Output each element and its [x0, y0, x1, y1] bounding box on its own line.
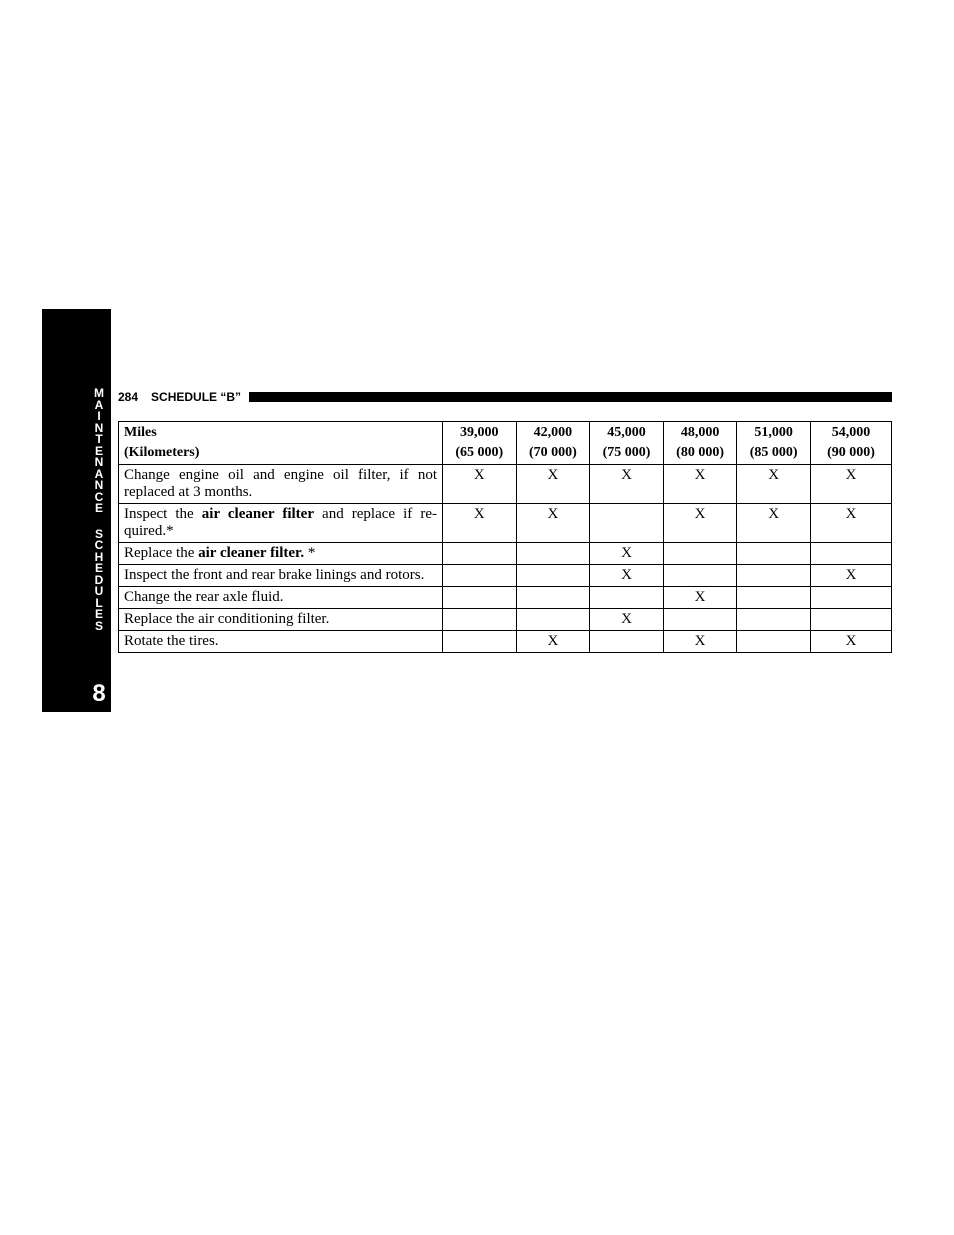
service-description: Change engine oil and engine oil filter, if not replaced at 3 months. [119, 465, 443, 504]
service-mark [810, 543, 891, 565]
side-letter: H [94, 549, 104, 564]
header-miles: Miles [124, 425, 157, 440]
side-letter: A [94, 397, 104, 412]
side-letter: N [94, 478, 104, 492]
service-mark: X [663, 587, 737, 609]
service-mark: X [590, 543, 664, 565]
side-letter: E [94, 501, 103, 515]
page-number: 284 [118, 390, 139, 404]
service-mark [663, 609, 737, 631]
service-mark: X [590, 465, 664, 504]
service-description: Inspect the air cleaner filter and replace if re- quired.* [119, 504, 443, 543]
page-header [118, 389, 892, 405]
side-letter: T [95, 432, 103, 446]
side-letter: U [94, 584, 104, 598]
service-mark: X [590, 565, 664, 587]
service-mark [737, 609, 811, 631]
service-mark [590, 504, 664, 543]
side-letter: N [94, 420, 104, 435]
side-letter: E [94, 607, 103, 621]
side-letter: C [94, 489, 104, 504]
service-mark [516, 609, 590, 631]
side-letter: C [94, 538, 104, 552]
interval-header: 45,000 (75 000) [590, 422, 664, 465]
side-letter: E [94, 443, 103, 458]
service-mark: X [737, 504, 811, 543]
service-mark [663, 565, 737, 587]
maintenance-schedule-table [118, 421, 892, 653]
service-mark: X [810, 504, 891, 543]
service-description: Replace the air cleaner filter. * [119, 543, 443, 565]
table-row [119, 543, 892, 565]
service-mark [443, 565, 517, 587]
service-mark [516, 543, 590, 565]
service-mark: X [663, 465, 737, 504]
service-description: Rotate the tires. [119, 631, 443, 653]
table-row [119, 631, 892, 653]
service-mark [737, 565, 811, 587]
table-row [119, 465, 892, 504]
side-letter: L [95, 595, 103, 610]
service-mark: X [443, 465, 517, 504]
service-description: Replace the air conditioning filter. [119, 609, 443, 631]
service-mark: X [737, 465, 811, 504]
service-description: Inspect the front and rear brake linings and rotors. [119, 565, 443, 587]
service-mark: X [663, 504, 737, 543]
section-title: SCHEDULE “B” [151, 390, 242, 404]
section-number: 8 [92, 680, 106, 707]
service-mark: X [810, 565, 891, 587]
service-mark [810, 587, 891, 609]
service-mark [663, 543, 737, 565]
service-mark: X [663, 631, 737, 653]
table-header-row [119, 422, 892, 465]
service-description: Change the rear axle fluid. [119, 587, 443, 609]
service-mark: X [443, 504, 517, 543]
service-mark [443, 543, 517, 565]
side-letter: M [94, 386, 104, 400]
service-mark: X [590, 609, 664, 631]
service-mark [737, 543, 811, 565]
service-mark: X [516, 504, 590, 543]
side-letter: S [94, 618, 103, 633]
interval-header: 42,000 (70 000) [516, 422, 590, 465]
service-mark [590, 587, 664, 609]
service-mark: X [516, 631, 590, 653]
service-mark [516, 565, 590, 587]
interval-header: 51,000 (85 000) [737, 422, 811, 465]
service-mark [737, 631, 811, 653]
service-mark: X [810, 465, 891, 504]
side-letter: N [94, 455, 104, 469]
table-row [119, 587, 892, 609]
side-letter: A [94, 466, 104, 481]
service-mark [443, 587, 517, 609]
side-letter: I [97, 409, 101, 423]
service-mark [810, 609, 891, 631]
table-row [119, 504, 892, 543]
service-mark [443, 609, 517, 631]
service-mark [443, 631, 517, 653]
service-mark [516, 587, 590, 609]
interval-header: 39,000 (65 000) [443, 422, 517, 465]
table-row [119, 609, 892, 631]
service-mark: X [810, 631, 891, 653]
service-mark [737, 587, 811, 609]
table-row [119, 565, 892, 587]
side-letter: S [94, 526, 103, 541]
header-miles-km [119, 422, 443, 465]
interval-header: 54,000 (90 000) [810, 422, 891, 465]
side-letter: E [94, 561, 103, 575]
side-letter: D [94, 572, 104, 587]
interval-header: 48,000 (80 000) [663, 422, 737, 465]
service-mark: X [516, 465, 590, 504]
header-kilometers: (Kilometers) [124, 445, 200, 460]
header-rule [249, 392, 892, 402]
side-tab-label [88, 388, 110, 632]
service-mark [590, 631, 664, 653]
